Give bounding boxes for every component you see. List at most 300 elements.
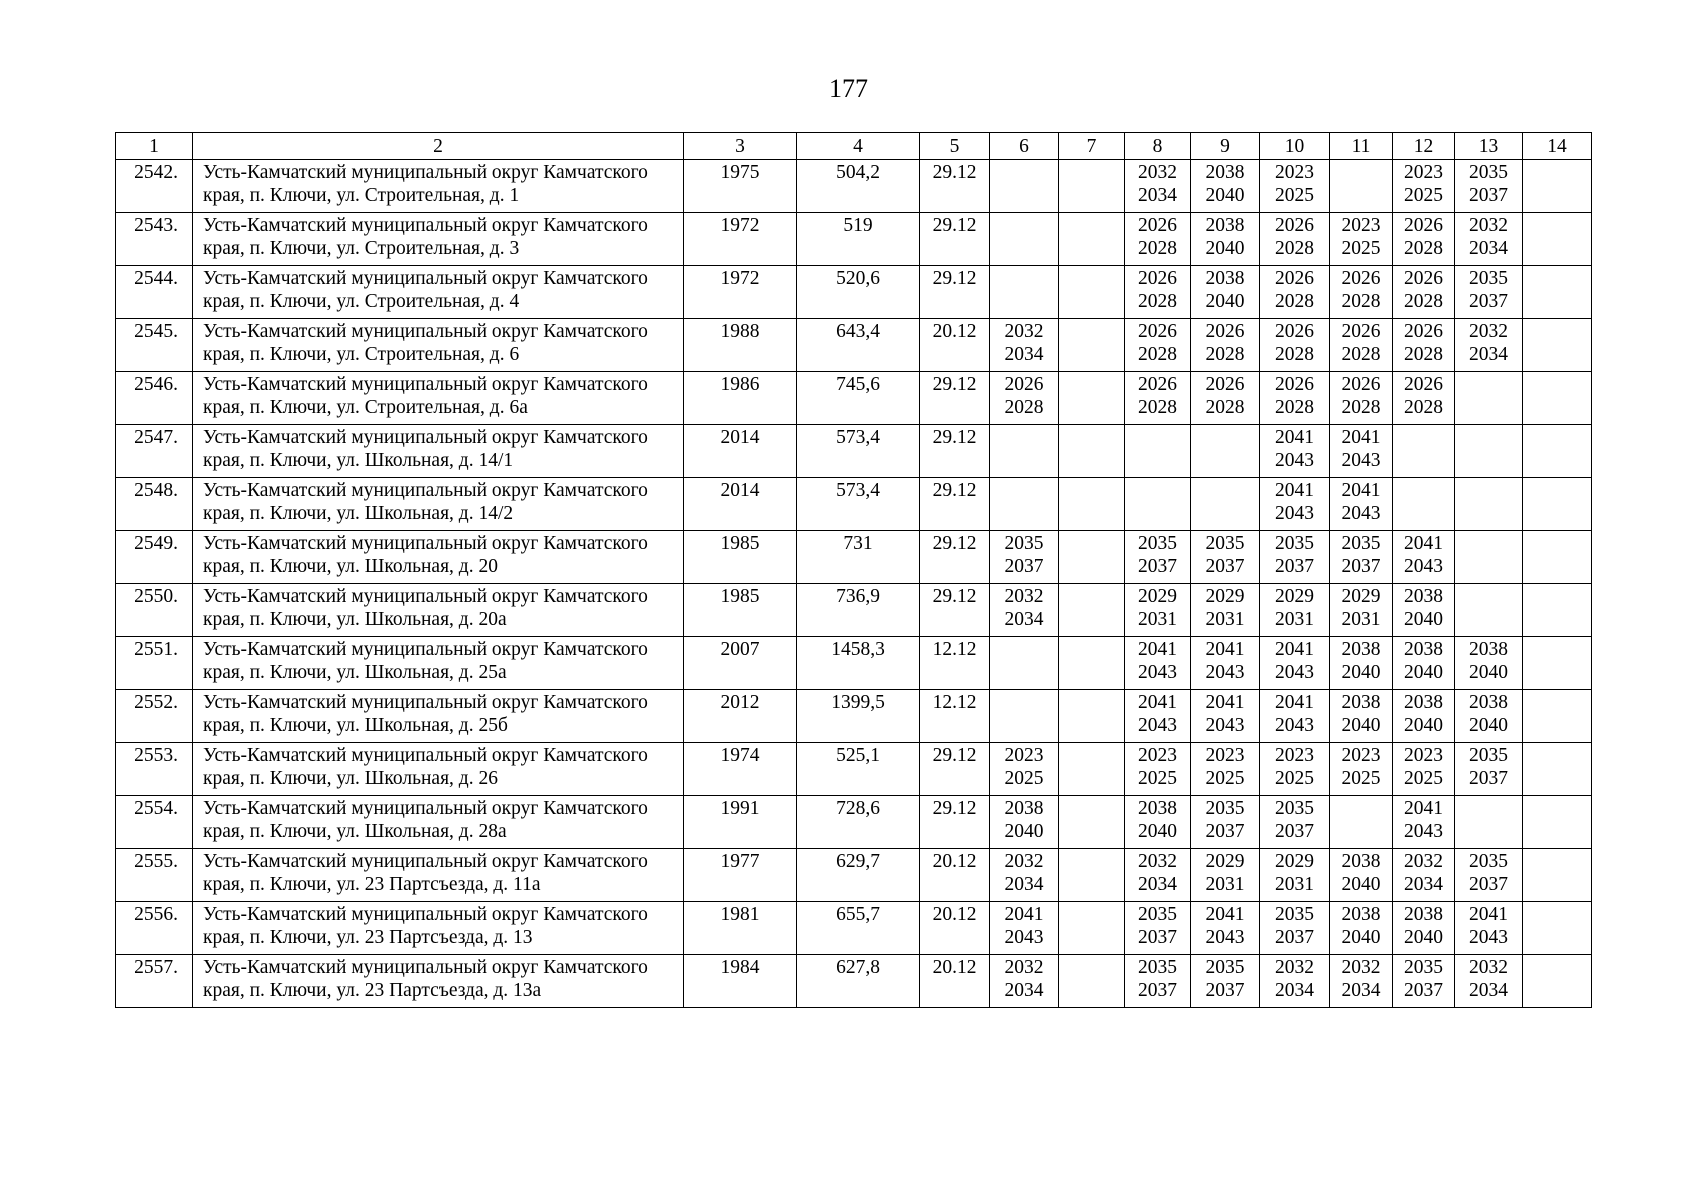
period-end-year: 2040 [1341, 927, 1381, 948]
period-end-year: 2037 [1205, 556, 1245, 577]
period-cell-9 [1191, 955, 1260, 1008]
period-start-year: 2026 [1404, 374, 1443, 395]
period-cell-6 [990, 319, 1059, 372]
address-line-2: края, п. Ключи, ул. Строительная, д. 3 [203, 238, 520, 259]
period-end-year: 2043 [1469, 927, 1508, 948]
period-end-year: 2028 [1138, 238, 1177, 259]
period-end-year: 2037 [1138, 927, 1177, 948]
date-cell: 29.12 [920, 584, 990, 637]
period-start-year: 2026 [1404, 215, 1443, 236]
address-line-2: края, п. Ключи, ул. 23 Партсъезда, д. 13а [203, 980, 542, 1001]
period-cell-13 [1455, 478, 1523, 531]
period-start-year: 2032 [1469, 215, 1508, 236]
year-built-cell: 1985 [684, 584, 797, 637]
period-end-year: 2043 [1275, 662, 1314, 683]
period-start-year: 2032 [1341, 957, 1381, 978]
period-cell-6 [990, 637, 1059, 690]
table-row [116, 849, 1592, 902]
period-cell-10 [1260, 637, 1330, 690]
period-cell-8 [1125, 743, 1191, 796]
address-cell [193, 266, 684, 319]
period-end-year: 2043 [1205, 927, 1245, 948]
period-cell-6 [990, 213, 1059, 266]
address-line-2: края, п. Ключи, ул. Школьная, д. 20а [203, 609, 507, 630]
period-start-year: 2032 [1004, 851, 1044, 872]
period-start-year: 2041 [1341, 480, 1381, 501]
period-cell-7 [1059, 425, 1125, 478]
period-start-year: 2023 [1404, 162, 1443, 183]
period-cell-7 [1059, 372, 1125, 425]
address-line-2: края, п. Ключи, ул. Строительная, д. 6 [203, 344, 520, 365]
period-cell-10 [1260, 743, 1330, 796]
period-start-year: 2029 [1275, 851, 1314, 872]
period-cell-6 [990, 690, 1059, 743]
year-built-cell: 1988 [684, 319, 797, 372]
period-end-year: 2037 [1469, 768, 1508, 789]
period-start-year: 2035 [1275, 904, 1314, 925]
period-cell-11 [1330, 531, 1393, 584]
period-end-year: 2043 [1004, 927, 1044, 948]
period-end-year: 2040 [1341, 874, 1381, 895]
period-cell-11 [1330, 849, 1393, 902]
period-start-year: 2026 [1404, 321, 1443, 342]
period-end-year: 2028 [1275, 291, 1314, 312]
period-end-year: 2025 [1138, 768, 1177, 789]
period-end-year: 2025 [1205, 768, 1245, 789]
period-cell-12 [1393, 266, 1455, 319]
period-cell-12 [1393, 637, 1455, 690]
period-end-year: 2034 [1004, 344, 1044, 365]
period-cell-6 [990, 796, 1059, 849]
period-start-year: 2041 [1205, 904, 1245, 925]
period-cell-10 [1260, 690, 1330, 743]
area-cell: 519 [797, 213, 920, 266]
table-row [116, 319, 1592, 372]
period-start-year: 2029 [1205, 851, 1245, 872]
period-cell-14 [1523, 425, 1592, 478]
address-cell [193, 690, 684, 743]
period-end-year: 2037 [1275, 927, 1314, 948]
period-cell-10 [1260, 213, 1330, 266]
year-built-cell: 2014 [684, 425, 797, 478]
period-cell-11 [1330, 319, 1393, 372]
table-row [116, 637, 1592, 690]
address-cell [193, 902, 684, 955]
period-start-year: 2032 [1404, 851, 1443, 872]
period-end-year: 2037 [1275, 821, 1314, 842]
period-start-year: 2038 [1205, 162, 1245, 183]
period-end-year: 2043 [1138, 715, 1177, 736]
period-end-year: 2034 [1469, 238, 1508, 259]
period-cell-12 [1393, 372, 1455, 425]
period-end-year: 2031 [1275, 609, 1314, 630]
area-cell: 504,2 [797, 160, 920, 213]
column-header-8: 8 [1125, 133, 1191, 160]
period-cell-8 [1125, 213, 1191, 266]
period-end-year: 2043 [1205, 662, 1245, 683]
period-start-year: 2026 [1004, 374, 1044, 395]
period-cell-14 [1523, 849, 1592, 902]
area-cell: 525,1 [797, 743, 920, 796]
address-line-2: края, п. Ключи, ул. Школьная, д. 20 [203, 556, 498, 577]
period-end-year: 2043 [1341, 450, 1381, 471]
period-end-year: 2040 [1004, 821, 1044, 842]
period-end-year: 2031 [1205, 609, 1245, 630]
row-number-cell: 2542. [116, 160, 193, 213]
period-cell-7 [1059, 319, 1125, 372]
period-end-year: 2025 [1341, 768, 1381, 789]
period-end-year: 2043 [1341, 503, 1381, 524]
period-cell-13 [1455, 425, 1523, 478]
period-cell-7 [1059, 902, 1125, 955]
period-end-year: 2037 [1004, 556, 1044, 577]
address-cell [193, 849, 684, 902]
table-row [116, 690, 1592, 743]
address-line-2: края, п. Ключи, ул. Строительная, д. 6а [203, 397, 528, 418]
row-number-cell: 2545. [116, 319, 193, 372]
period-cell-12 [1393, 584, 1455, 637]
period-cell-8 [1125, 955, 1191, 1008]
period-start-year: 2035 [1275, 798, 1314, 819]
period-end-year: 2025 [1275, 768, 1314, 789]
period-end-year: 2040 [1341, 662, 1381, 683]
period-end-year: 2028 [1138, 344, 1177, 365]
date-cell: 20.12 [920, 955, 990, 1008]
period-cell-14 [1523, 796, 1592, 849]
address-line-1: Усть-Камчатский муниципальный округ Камчатского [203, 798, 648, 819]
date-cell: 29.12 [920, 372, 990, 425]
table-row [116, 425, 1592, 478]
address-cell [193, 955, 684, 1008]
period-cell-13 [1455, 584, 1523, 637]
period-cell-7 [1059, 531, 1125, 584]
period-cell-13 [1455, 796, 1523, 849]
column-header-10: 10 [1260, 133, 1330, 160]
table-row [116, 266, 1592, 319]
period-cell-7 [1059, 213, 1125, 266]
period-start-year: 2038 [1341, 851, 1381, 872]
period-cell-8 [1125, 637, 1191, 690]
period-start-year: 2041 [1205, 692, 1245, 713]
column-header-5: 5 [920, 133, 990, 160]
period-end-year: 2040 [1469, 715, 1508, 736]
period-cell-14 [1523, 584, 1592, 637]
period-cell-13 [1455, 372, 1523, 425]
period-cell-8 [1125, 425, 1191, 478]
row-number-cell: 2544. [116, 266, 193, 319]
area-cell: 1458,3 [797, 637, 920, 690]
area-cell: 745,6 [797, 372, 920, 425]
row-number-cell: 2557. [116, 955, 193, 1008]
date-cell: 29.12 [920, 213, 990, 266]
address-cell [193, 531, 684, 584]
period-start-year: 2041 [1404, 798, 1443, 819]
period-cell-12 [1393, 690, 1455, 743]
period-cell-14 [1523, 531, 1592, 584]
period-cell-10 [1260, 902, 1330, 955]
address-cell [193, 743, 684, 796]
period-cell-11 [1330, 690, 1393, 743]
area-cell: 736,9 [797, 584, 920, 637]
column-header-4: 4 [797, 133, 920, 160]
period-start-year: 2035 [1205, 533, 1245, 554]
table-header [116, 133, 1592, 160]
period-start-year: 2035 [1138, 533, 1177, 554]
period-cell-12 [1393, 478, 1455, 531]
period-end-year: 2037 [1469, 291, 1508, 312]
period-cell-11 [1330, 743, 1393, 796]
period-start-year: 2032 [1138, 162, 1177, 183]
period-cell-7 [1059, 584, 1125, 637]
period-cell-10 [1260, 478, 1330, 531]
table-row [116, 160, 1592, 213]
period-start-year: 2035 [1404, 957, 1443, 978]
address-line-1: Усть-Камчатский муниципальный округ Камчатского [203, 957, 648, 978]
period-start-year: 2026 [1275, 215, 1314, 236]
period-cell-10 [1260, 584, 1330, 637]
period-cell-6 [990, 372, 1059, 425]
period-cell-6 [990, 955, 1059, 1008]
year-built-cell: 2012 [684, 690, 797, 743]
period-cell-13 [1455, 319, 1523, 372]
year-built-cell: 1986 [684, 372, 797, 425]
period-cell-12 [1393, 902, 1455, 955]
period-cell-12 [1393, 796, 1455, 849]
period-start-year: 2035 [1469, 745, 1508, 766]
period-end-year: 2025 [1004, 768, 1044, 789]
period-cell-7 [1059, 637, 1125, 690]
period-start-year: 2029 [1138, 586, 1177, 607]
period-cell-14 [1523, 266, 1592, 319]
period-start-year: 2026 [1341, 268, 1381, 289]
date-cell: 29.12 [920, 425, 990, 478]
period-cell-8 [1125, 796, 1191, 849]
period-cell-8 [1125, 160, 1191, 213]
period-end-year: 2043 [1404, 556, 1443, 577]
column-header-7: 7 [1059, 133, 1125, 160]
period-cell-12 [1393, 160, 1455, 213]
period-start-year: 2023 [1004, 745, 1044, 766]
address-line-1: Усть-Камчатский муниципальный округ Камчатского [203, 533, 648, 554]
period-cell-8 [1125, 319, 1191, 372]
address-line-1: Усть-Камчатский муниципальный округ Камчатского [203, 904, 648, 925]
period-cell-10 [1260, 425, 1330, 478]
address-line-2: края, п. Ключи, ул. 23 Партсъезда, д. 11а [203, 874, 541, 895]
year-built-cell: 1981 [684, 902, 797, 955]
period-end-year: 2037 [1138, 980, 1177, 1001]
period-start-year: 2038 [1404, 586, 1443, 607]
period-cell-11 [1330, 478, 1393, 531]
column-header-14: 14 [1523, 133, 1592, 160]
address-line-1: Усть-Камчатский муниципальный округ Камчатского [203, 321, 648, 342]
period-cell-9 [1191, 849, 1260, 902]
area-cell: 731 [797, 531, 920, 584]
period-end-year: 2028 [1341, 397, 1381, 418]
date-cell: 20.12 [920, 319, 990, 372]
period-end-year: 2040 [1469, 662, 1508, 683]
period-cell-8 [1125, 266, 1191, 319]
period-cell-7 [1059, 743, 1125, 796]
period-start-year: 2038 [1205, 215, 1245, 236]
row-number-cell: 2554. [116, 796, 193, 849]
period-cell-14 [1523, 743, 1592, 796]
period-end-year: 2040 [1404, 662, 1443, 683]
period-cell-10 [1260, 319, 1330, 372]
period-start-year: 2035 [1469, 268, 1508, 289]
period-cell-11 [1330, 902, 1393, 955]
period-end-year: 2028 [1404, 291, 1443, 312]
period-end-year: 2043 [1275, 503, 1314, 524]
period-start-year: 2035 [1205, 798, 1245, 819]
address-line-1: Усть-Камчатский муниципальный округ Камчатского [203, 268, 648, 289]
period-start-year: 2041 [1004, 904, 1044, 925]
period-cell-11 [1330, 637, 1393, 690]
period-cell-10 [1260, 849, 1330, 902]
period-cell-10 [1260, 160, 1330, 213]
period-start-year: 2023 [1404, 745, 1443, 766]
period-cell-14 [1523, 690, 1592, 743]
address-cell [193, 319, 684, 372]
address-line-2: края, п. Ключи, ул. Школьная, д. 14/2 [203, 503, 514, 524]
period-cell-6 [990, 902, 1059, 955]
period-start-year: 2038 [1004, 798, 1044, 819]
column-header-12: 12 [1393, 133, 1455, 160]
period-cell-10 [1260, 531, 1330, 584]
period-start-year: 2041 [1275, 639, 1314, 660]
period-start-year: 2026 [1138, 321, 1177, 342]
table-row [116, 584, 1592, 637]
period-cell-7 [1059, 849, 1125, 902]
period-start-year: 2026 [1275, 268, 1314, 289]
period-start-year: 2032 [1469, 321, 1508, 342]
period-start-year: 2032 [1469, 957, 1508, 978]
row-number-cell: 2548. [116, 478, 193, 531]
period-start-year: 2038 [1205, 268, 1245, 289]
address-line-2: края, п. Ключи, ул. Школьная, д. 28а [203, 821, 507, 842]
period-start-year: 2038 [1138, 798, 1177, 819]
address-line-2: края, п. Ключи, ул. Школьная, д. 25б [203, 715, 508, 736]
period-end-year: 2028 [1275, 238, 1314, 259]
period-cell-12 [1393, 849, 1455, 902]
period-cell-8 [1125, 372, 1191, 425]
period-cell-14 [1523, 372, 1592, 425]
period-end-year: 2028 [1275, 397, 1314, 418]
period-cell-13 [1455, 690, 1523, 743]
column-header-9: 9 [1191, 133, 1260, 160]
period-end-year: 2037 [1341, 556, 1381, 577]
period-cell-14 [1523, 637, 1592, 690]
period-cell-13 [1455, 849, 1523, 902]
address-cell [193, 160, 684, 213]
table-row [116, 743, 1592, 796]
date-cell: 29.12 [920, 743, 990, 796]
period-cell-13 [1455, 160, 1523, 213]
period-cell-11 [1330, 955, 1393, 1008]
area-cell: 573,4 [797, 425, 920, 478]
period-end-year: 2028 [1404, 238, 1443, 259]
period-cell-9 [1191, 478, 1260, 531]
period-cell-6 [990, 266, 1059, 319]
period-cell-7 [1059, 690, 1125, 743]
period-start-year: 2032 [1004, 957, 1044, 978]
column-number-row [116, 133, 1592, 160]
period-end-year: 2034 [1004, 980, 1044, 1001]
address-cell [193, 637, 684, 690]
period-cell-6 [990, 425, 1059, 478]
period-cell-9 [1191, 319, 1260, 372]
period-end-year: 2040 [1404, 927, 1443, 948]
period-start-year: 2023 [1275, 162, 1314, 183]
table-row [116, 955, 1592, 1008]
period-cell-7 [1059, 955, 1125, 1008]
period-start-year: 2023 [1341, 745, 1381, 766]
date-cell: 29.12 [920, 160, 990, 213]
table-row [116, 531, 1592, 584]
period-cell-13 [1455, 266, 1523, 319]
address-line-2: края, п. Ключи, ул. Строительная, д. 1 [203, 185, 520, 206]
date-cell: 20.12 [920, 849, 990, 902]
period-cell-11 [1330, 425, 1393, 478]
period-start-year: 2038 [1469, 639, 1508, 660]
period-end-year: 2028 [1341, 291, 1381, 312]
year-built-cell: 1985 [684, 531, 797, 584]
period-start-year: 2029 [1341, 586, 1381, 607]
area-cell: 655,7 [797, 902, 920, 955]
address-line-1: Усть-Камчатский муниципальный округ Камчатского [203, 639, 648, 660]
period-cell-11 [1330, 266, 1393, 319]
year-built-cell: 1984 [684, 955, 797, 1008]
row-number-cell: 2550. [116, 584, 193, 637]
period-end-year: 2028 [1205, 344, 1245, 365]
period-end-year: 2028 [1205, 397, 1245, 418]
period-cell-12 [1393, 425, 1455, 478]
period-end-year: 2043 [1275, 450, 1314, 471]
period-start-year: 2023 [1275, 745, 1314, 766]
period-cell-7 [1059, 160, 1125, 213]
row-number-cell: 2552. [116, 690, 193, 743]
table-row [116, 213, 1592, 266]
housing-register-table [115, 132, 1592, 1008]
period-start-year: 2023 [1341, 215, 1381, 236]
year-built-cell: 1991 [684, 796, 797, 849]
column-header-11: 11 [1330, 133, 1393, 160]
period-start-year: 2029 [1205, 586, 1245, 607]
period-end-year: 2043 [1404, 821, 1443, 842]
date-cell: 12.12 [920, 637, 990, 690]
address-line-1: Усть-Камчатский муниципальный округ Камчатского [203, 851, 648, 872]
period-cell-9 [1191, 213, 1260, 266]
period-end-year: 2040 [1205, 291, 1245, 312]
address-line-2: края, п. Ключи, ул. Строительная, д. 4 [203, 291, 520, 312]
column-header-1: 1 [116, 133, 193, 160]
period-start-year: 2035 [1341, 533, 1381, 554]
period-start-year: 2041 [1138, 692, 1177, 713]
period-start-year: 2026 [1275, 374, 1314, 395]
date-cell: 29.12 [920, 796, 990, 849]
period-end-year: 2028 [1004, 397, 1044, 418]
period-cell-11 [1330, 372, 1393, 425]
period-cell-10 [1260, 266, 1330, 319]
period-start-year: 2023 [1205, 745, 1245, 766]
period-cell-12 [1393, 319, 1455, 372]
date-cell: 12.12 [920, 690, 990, 743]
table-row [116, 478, 1592, 531]
year-built-cell: 1972 [684, 266, 797, 319]
period-cell-14 [1523, 902, 1592, 955]
period-cell-11 [1330, 796, 1393, 849]
area-cell: 728,6 [797, 796, 920, 849]
period-end-year: 2043 [1138, 662, 1177, 683]
